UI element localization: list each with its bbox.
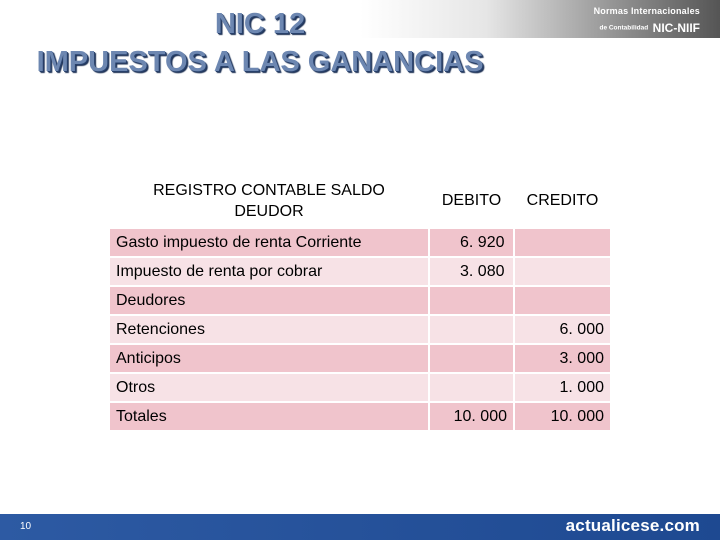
row-description: Otros [110, 374, 428, 401]
table-row-totals [110, 403, 610, 430]
nic-niif-logo [572, 3, 712, 35]
row-description: Impuesto de renta por cobrar [110, 258, 428, 285]
accounting-entry-table [108, 173, 612, 432]
table-row [110, 258, 610, 285]
footer-bar [0, 514, 720, 540]
row-credit: 3. 000 [515, 345, 610, 372]
row-description: Gasto impuesto de renta Corriente [110, 229, 428, 256]
table-row [110, 345, 610, 372]
table-header-row [110, 175, 610, 227]
brand-small-text: de Contabilidad [599, 24, 649, 32]
row-debit [430, 287, 513, 314]
col-header-description [110, 175, 428, 227]
brand-line1: Normas Internacionales [593, 6, 700, 16]
row-credit [515, 258, 610, 285]
row-debit [430, 345, 513, 372]
row-debit: 10. 000 [430, 403, 513, 430]
row-description: Anticipos [110, 345, 428, 372]
col-header-desc-line2: DEUDOR [234, 203, 304, 220]
row-debit: 3. 080 [430, 258, 513, 285]
page-number: 10 [20, 521, 32, 532]
col-header-debit: DEBITO [430, 175, 513, 227]
table-row [110, 374, 610, 401]
row-credit: 1. 000 [515, 374, 610, 401]
footer-brand-logo: actualicese.com [565, 516, 700, 535]
row-debit [430, 316, 513, 343]
row-credit [515, 287, 610, 314]
row-description: Retenciones [110, 316, 428, 343]
row-debit: 6. 920 [430, 229, 513, 256]
row-description: Deudores [110, 287, 428, 314]
row-credit: 10. 000 [515, 403, 610, 430]
brand-big-text: NIC-NIIF [652, 20, 700, 35]
row-credit [515, 229, 610, 256]
table-row [110, 287, 610, 314]
col-header-credit: CREDITO [515, 175, 610, 227]
col-header-desc-line1: REGISTRO CONTABLE SALDO [153, 182, 385, 199]
table-row [110, 229, 610, 256]
slide-title-line2: IMPUESTOS A LAS GANANCIAS [36, 46, 484, 78]
row-credit: 6. 000 [515, 316, 610, 343]
slide-title-line1: NIC 12 [214, 8, 306, 40]
row-description: Totales [110, 403, 428, 430]
row-debit [430, 374, 513, 401]
brand-line2 [599, 19, 700, 37]
table-row [110, 316, 610, 343]
